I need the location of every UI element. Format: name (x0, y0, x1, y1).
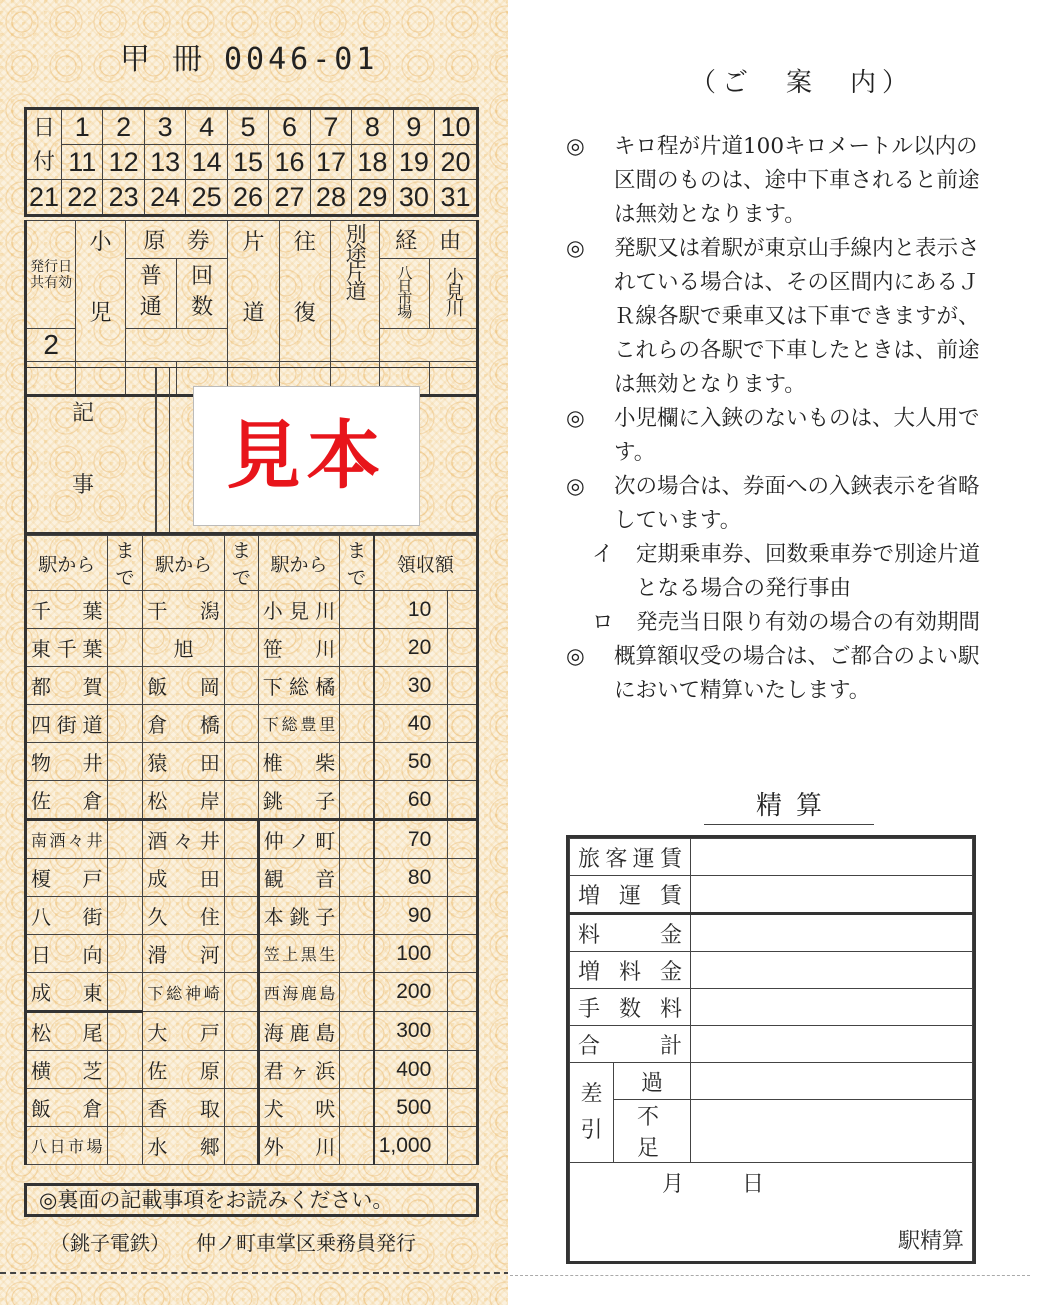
day-cell[interactable]: 8 (352, 109, 393, 145)
station-to[interactable] (224, 935, 258, 973)
day-cell[interactable]: 16 (269, 145, 310, 180)
day-cell[interactable]: 20 (435, 145, 478, 180)
station-to[interactable] (340, 897, 374, 935)
fare-punch[interactable] (448, 629, 478, 667)
fare-amount[interactable]: 10 (374, 591, 448, 629)
settlement-row: 増料金 (570, 952, 973, 989)
day-cell[interactable]: 14 (186, 145, 227, 180)
station-from[interactable]: 八日市場 (26, 1127, 108, 1165)
guide-item: ◎ キロ程が片道100キロメートル以内の区間のものは、途中下車されると前途は無効となります。 (566, 130, 986, 232)
day-cell[interactable]: 1 (62, 109, 103, 145)
settlement-row: 差 引 過 (570, 1063, 973, 1100)
settlement-value[interactable] (691, 914, 973, 952)
settlement-date[interactable]: 月 日 駅精算 (570, 1163, 973, 1262)
station-to[interactable] (340, 973, 374, 1012)
fare-amount[interactable]: 60 (374, 781, 448, 820)
station-from[interactable]: 松 岸 (143, 781, 225, 820)
day-cell[interactable]: 5 (227, 109, 268, 145)
guide-subitem: イ 定期乗車券、回数乗車券で別途片道となる場合の発行事由 (592, 542, 981, 601)
day-cell[interactable]: 17 (310, 145, 351, 180)
station-from[interactable]: 成 田 (143, 859, 225, 897)
original-ticket-header: 原 券 (125, 221, 228, 259)
day-cell[interactable]: 12 (103, 145, 144, 180)
station-to[interactable] (224, 1127, 258, 1165)
station-from[interactable]: 椎 柴 (258, 743, 340, 781)
child-column[interactable]: 小 児 (76, 221, 125, 362)
day-cell[interactable]: 28 (310, 180, 351, 216)
station-to[interactable] (224, 973, 258, 1012)
ticket-face (0, 0, 508, 1305)
fare-amount[interactable]: 200 (374, 973, 448, 1012)
double-circle-icon: ◎ (566, 236, 585, 261)
station-to[interactable] (224, 897, 258, 935)
day-cell[interactable]: 11 (62, 145, 103, 180)
station-from[interactable]: 旭 (143, 629, 225, 667)
validity-days: 2 (26, 329, 76, 362)
date-label: 日 付 (26, 109, 62, 180)
fare-punch[interactable] (448, 859, 478, 897)
settlement-row: 手数料 (570, 989, 973, 1026)
station-to[interactable] (107, 1012, 143, 1051)
guide-item: ◎ 次の場合は、券面への入鋏表示を省略しています。 (566, 470, 986, 538)
fare-amount[interactable]: 100 (374, 935, 448, 973)
station-to[interactable] (107, 591, 143, 629)
station-to[interactable] (107, 667, 143, 705)
settlement-row: 料 金 (570, 914, 973, 952)
day-cell[interactable]: 6 (269, 109, 310, 145)
station-from[interactable]: 千 葉 (26, 591, 108, 629)
station-from[interactable]: 外 川 (258, 1127, 340, 1165)
station-from[interactable]: 倉 橋 (143, 705, 225, 743)
fare-punch[interactable] (448, 1051, 478, 1089)
station-from[interactable]: 香 取 (143, 1089, 225, 1127)
settlement-row: 不足 (570, 1100, 973, 1163)
settlement-row: 増運賃 (570, 876, 973, 914)
guide-item: ◎ 概算額収受の場合は、ご都合のよい駅において精算いたします。 (566, 640, 986, 708)
station-to[interactable] (107, 743, 143, 781)
station-from[interactable]: 本銚子 (258, 897, 340, 935)
station-from[interactable]: 都 賀 (26, 667, 108, 705)
station-from[interactable]: 西海鹿島 (258, 973, 340, 1012)
station-to[interactable] (224, 1089, 258, 1127)
station-row (26, 629, 478, 667)
ticket-serial-title (120, 34, 396, 78)
station-row (26, 743, 478, 781)
day-cell[interactable]: 9 (393, 109, 434, 145)
station-to[interactable] (340, 705, 374, 743)
station-to[interactable] (224, 781, 258, 820)
fare-punch[interactable] (448, 1127, 478, 1165)
station-to[interactable] (340, 859, 374, 897)
day-cell[interactable]: 4 (186, 109, 227, 145)
settlement-value[interactable] (691, 876, 973, 914)
perforation-line (0, 1272, 510, 1274)
guide-item: ◎ 小児欄に入鋏のないものは、大人用です。 (566, 402, 986, 470)
station-from[interactable]: 下総豊里 (258, 705, 340, 743)
day-cell[interactable]: 29 (352, 180, 393, 216)
issuer-line (50, 1227, 442, 1256)
day-cell[interactable]: 27 (269, 180, 310, 216)
station-to[interactable] (224, 1051, 258, 1089)
station-row (26, 820, 478, 859)
station-row (26, 1089, 478, 1127)
settlement-value[interactable] (691, 839, 973, 876)
station-to[interactable] (107, 1127, 143, 1165)
fare-punch[interactable] (448, 667, 478, 705)
fare-punch[interactable] (448, 743, 478, 781)
station-to[interactable] (224, 629, 258, 667)
sample-stamp: 見本 (193, 386, 420, 526)
fare-amount[interactable]: 500 (374, 1089, 448, 1127)
via-header: 経 由 (380, 221, 478, 259)
station-row (26, 897, 478, 935)
fare-punch[interactable] (448, 1012, 478, 1051)
day-cell[interactable]: 2 (103, 109, 144, 145)
station-to[interactable] (224, 667, 258, 705)
station-to[interactable] (224, 1012, 258, 1051)
station-from[interactable]: 銚 子 (258, 781, 340, 820)
station-to[interactable] (340, 1127, 374, 1165)
day-cell[interactable]: 22 (62, 180, 103, 216)
double-circle-icon: ◎ (566, 134, 585, 159)
fare-punch[interactable] (448, 935, 478, 973)
fare-punch[interactable] (448, 781, 478, 820)
day-cell[interactable]: 31 (435, 180, 478, 216)
station-from[interactable]: 猿 田 (143, 743, 225, 781)
guide-items (566, 130, 986, 708)
round-trip-column[interactable]: 往 復 (279, 221, 330, 362)
station-to[interactable] (107, 935, 143, 973)
station-from[interactable]: 仲ノ町 (258, 820, 340, 859)
day-cell[interactable]: 24 (144, 180, 185, 216)
station-row (26, 859, 478, 897)
station-to[interactable] (340, 1051, 374, 1089)
oneway-column[interactable]: 片 道 (228, 221, 279, 362)
via-omigawa[interactable]: 小見川 (429, 259, 477, 329)
fare-punch[interactable] (448, 591, 478, 629)
station-from[interactable]: 干 潟 (143, 591, 225, 629)
station-from[interactable]: 東千葉 (26, 629, 108, 667)
station-from[interactable]: 君ヶ浜 (258, 1051, 340, 1089)
station-from[interactable]: 大 戸 (143, 1012, 225, 1051)
station-from[interactable]: 松 尾 (26, 1012, 108, 1051)
station-from[interactable]: 酒々井 (143, 820, 225, 859)
fare-amount[interactable]: 400 (374, 1051, 448, 1089)
station-from[interactable]: 久 住 (143, 897, 225, 935)
issuer-office: 仲ノ町車掌区乗務員発行 (196, 1231, 416, 1255)
station-from[interactable]: 笠上黒生 (258, 935, 340, 973)
settlement-row: 合 計 (570, 1026, 973, 1063)
day-cell[interactable]: 7 (310, 109, 351, 145)
fare-amount[interactable]: 30 (374, 667, 448, 705)
station-row (26, 1127, 478, 1165)
station-row (26, 1051, 478, 1089)
settlement-title: 精 算 (704, 785, 874, 825)
difference-label: 差 引 (570, 1063, 614, 1163)
day-cell[interactable]: 26 (227, 180, 268, 216)
station-from[interactable]: 小見川 (258, 591, 340, 629)
guide-subitem: ロ 発売当日限り有効の場合の有効期間 (592, 610, 981, 635)
double-circle-icon: ◎ (566, 474, 585, 499)
perforation-line-right (510, 1275, 1030, 1276)
fare-amount[interactable]: 40 (374, 705, 448, 743)
day-cell[interactable]: 21 (26, 180, 62, 216)
station-row (26, 973, 478, 1012)
series-label: 甲 (120, 42, 154, 77)
fare-punch[interactable] (448, 705, 478, 743)
station-to[interactable] (340, 591, 374, 629)
serial-number: 0046-01 (224, 42, 379, 77)
station-from[interactable]: 海鹿島 (258, 1012, 340, 1051)
settlement-value[interactable] (691, 952, 973, 989)
station-from[interactable]: 犬 吠 (258, 1089, 340, 1127)
station-from[interactable]: 八 街 (26, 897, 108, 935)
station-table (24, 535, 479, 1165)
via-yokaichiba[interactable]: 八日市場 (380, 259, 429, 329)
fare-amount[interactable]: 90 (374, 897, 448, 935)
station-from[interactable]: 水 郷 (143, 1127, 225, 1165)
fare-amount[interactable]: 50 (374, 743, 448, 781)
station-to[interactable] (340, 1012, 374, 1051)
guide-item: ◎ 発駅又は着駅が東京山手線内と表示されている場合は、その区間内にあるＪＲ線各駅で乗車又は下車できますが、これらの各駅で下車したときは、前途は無効となります。 (566, 232, 986, 402)
settlement-value[interactable] (691, 989, 973, 1026)
station-from[interactable]: 笹 川 (258, 629, 340, 667)
settlement-table (566, 835, 976, 1264)
fare-punch[interactable] (448, 820, 478, 859)
day-cell[interactable]: 10 (435, 109, 478, 145)
station-from[interactable]: 下総神崎 (143, 973, 225, 1012)
station-settlement-label: 駅精算 (897, 1229, 964, 1254)
station-to[interactable] (340, 667, 374, 705)
series-label-2: 冊 (172, 42, 206, 77)
station-table-header: 駅から まで 駅から まで 駅から まで 領収額 (26, 536, 478, 591)
station-to[interactable] (107, 1089, 143, 1127)
memo-label: 記 事 (27, 368, 157, 532)
station-to[interactable] (107, 859, 143, 897)
day-cell[interactable]: 18 (352, 145, 393, 180)
day-cell[interactable]: 3 (144, 109, 185, 145)
station-from[interactable]: 佐 倉 (26, 781, 108, 820)
station-to[interactable] (224, 820, 258, 859)
station-from[interactable]: 観 音 (258, 859, 340, 897)
station-from[interactable]: 横 芝 (26, 1051, 108, 1089)
double-circle-icon: ◎ (566, 406, 585, 431)
station-to[interactable] (340, 629, 374, 667)
station-from[interactable]: 榎 戸 (26, 859, 108, 897)
date-grid (24, 107, 479, 217)
station-to[interactable] (107, 629, 143, 667)
day-cell[interactable]: 25 (186, 180, 227, 216)
station-from[interactable]: 成 東 (26, 973, 108, 1012)
station-to[interactable] (340, 743, 374, 781)
fare-amount[interactable]: 1,000 (374, 1127, 448, 1165)
day-cell[interactable]: 15 (227, 145, 268, 180)
station-to[interactable] (107, 1051, 143, 1089)
station-from[interactable]: 物 井 (26, 743, 108, 781)
settlement-value[interactable] (691, 1063, 973, 1100)
station-row (26, 591, 478, 629)
station-to[interactable] (107, 973, 143, 1012)
station-from[interactable]: 飯 岡 (143, 667, 225, 705)
fare-amount[interactable]: 300 (374, 1012, 448, 1051)
station-to[interactable] (340, 820, 374, 859)
coupon-column[interactable]: 回 数 (176, 259, 227, 329)
day-cell[interactable]: 13 (144, 145, 185, 180)
station-row (26, 705, 478, 743)
fare-punch[interactable] (448, 897, 478, 935)
fare-amount[interactable]: 20 (374, 629, 448, 667)
fare-punch[interactable] (448, 973, 478, 1012)
station-from[interactable]: 日 向 (26, 935, 108, 973)
station-to[interactable] (340, 781, 374, 820)
separate-oneway-column[interactable]: 別途片道 (330, 221, 379, 362)
station-from[interactable]: 佐 原 (143, 1051, 225, 1089)
fare-amount[interactable]: 70 (374, 820, 448, 859)
issuer-company: （銚子電鉄） (50, 1231, 170, 1255)
fare-amount[interactable]: 80 (374, 859, 448, 897)
station-from[interactable]: 南酒々井 (26, 820, 108, 859)
station-to[interactable] (224, 859, 258, 897)
validity-label: 発行日共有効 (26, 221, 76, 329)
station-row (26, 781, 478, 820)
station-to[interactable] (107, 820, 143, 859)
station-to[interactable] (107, 781, 143, 820)
station-to[interactable] (224, 705, 258, 743)
day-cell[interactable]: 23 (103, 180, 144, 216)
station-row (26, 667, 478, 705)
station-to[interactable] (107, 705, 143, 743)
station-from[interactable]: 四街道 (26, 705, 108, 743)
day-cell[interactable]: 30 (393, 180, 434, 216)
day-cell[interactable]: 19 (393, 145, 434, 180)
station-to[interactable] (340, 935, 374, 973)
station-row (26, 935, 478, 973)
station-from[interactable]: 滑 河 (143, 935, 225, 973)
settlement-row: 旅客運賃 (570, 839, 973, 876)
settlement-value[interactable] (691, 1026, 973, 1063)
guide-title: （ご 案 内） (690, 68, 915, 98)
station-to[interactable] (224, 591, 258, 629)
read-back-notice: ◎裏面の記載事項をお読みください。 (24, 1183, 479, 1217)
station-to[interactable] (107, 897, 143, 935)
fare-punch[interactable] (448, 1089, 478, 1127)
station-from[interactable]: 飯 倉 (26, 1089, 108, 1127)
station-to[interactable] (340, 1089, 374, 1127)
station-to[interactable] (224, 743, 258, 781)
regular-column[interactable]: 普 通 (125, 259, 176, 329)
double-circle-icon: ◎ (566, 644, 585, 669)
station-from[interactable]: 下総橘 (258, 667, 340, 705)
station-row (26, 1012, 478, 1051)
settlement-value[interactable] (691, 1100, 973, 1163)
